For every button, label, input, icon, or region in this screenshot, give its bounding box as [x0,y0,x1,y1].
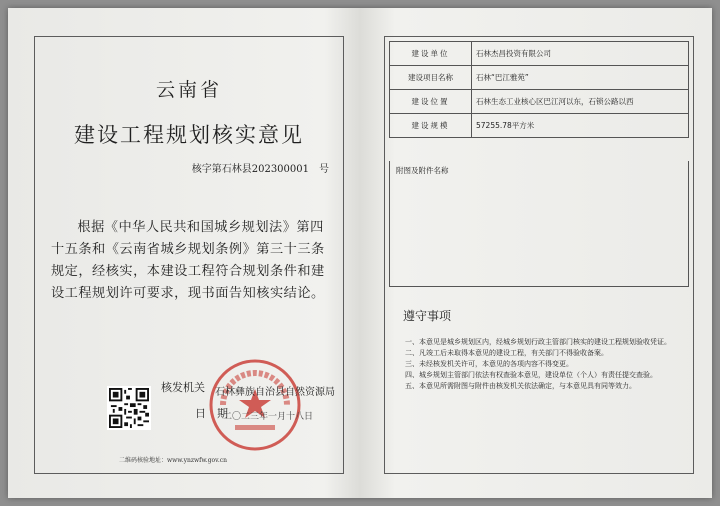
table-row [390,90,689,114]
list-item: 三、未经核发机关许可，本意见的各项内容不得变更。 [405,360,573,368]
row-label: 建设位置 [390,90,472,114]
list-item: 四、城乡规划主管部门依法有权查验本意见，建设单位（个人）有责任提交查验。 [405,371,657,379]
attachments-box [389,161,689,287]
right-page [384,36,694,474]
table-row [390,114,689,138]
attachments-label: 附图及附件名称 [396,166,449,175]
project-info-table [389,41,689,138]
table-row [390,66,689,90]
qr-verify-url: 二维码核验地址：www.ynzwfw.gov.cn [119,457,227,464]
document-title: 建设工程规划核实意见 [74,123,304,147]
notice-title: 遵守事项 [403,309,452,323]
notice-list [405,337,685,392]
province-title: 云南省 [155,79,222,101]
date-value: 二〇二三年一月十八日 [223,412,314,422]
certificate-spread [8,8,712,498]
verification-text: 根据《中华人民共和国城乡规划法》第四十五条和《云南省城乡规划条例》第三十三条规定，经核实，本建设工程符合规划条件和建设工程规划许可要求，现书面告知核实结论。 [51,220,325,301]
date-label: 日 期 [195,407,228,420]
list-item: 二、凡竣工后未取得本意见的建设工程，有关部门不得验收备案。 [405,349,608,357]
document-number: 核字第石林县202300001 号 [191,164,329,175]
row-label: 建设单位 [390,42,472,66]
row-value: 石林“巴江雅苑” [472,66,689,90]
issuer-value: 石林彝族自治县自然资源局 [215,387,335,398]
row-value: 57255.78平方米 [472,114,689,138]
qr-code-icon [109,388,149,428]
list-item: 一、本意见是城乡规划区内，经城乡规划行政主管部门核实的建设工程规划验收凭证。 [405,338,671,346]
row-label: 建设项目名称 [390,66,472,90]
left-page [34,36,344,474]
row-value: 石林生态工业核心区巴江河以东，石锁公路以西 [472,90,689,114]
issuer-label: 核发机关 [161,381,205,394]
row-value: 石林杰昌投资有限公司 [472,42,689,66]
qr-code [107,386,151,430]
list-item: 五、本意见所需附图与附件由核发机关依法确定，与本意见具有同等效力。 [405,382,636,390]
row-label: 建设规模 [390,114,472,138]
table-row [390,42,689,66]
